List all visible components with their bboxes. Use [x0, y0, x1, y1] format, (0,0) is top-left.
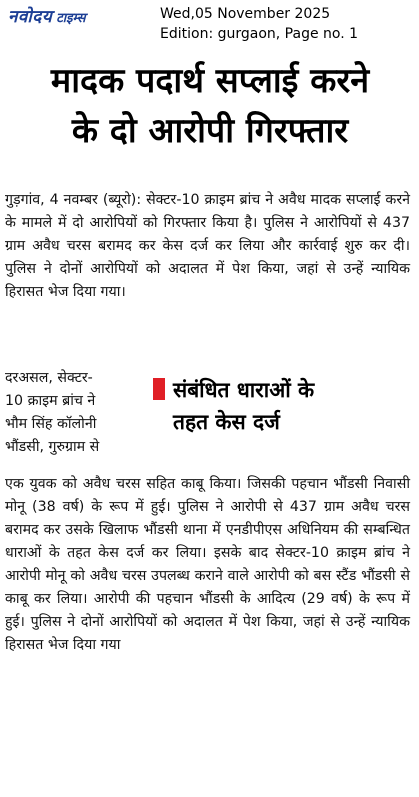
edition-meta	[160, 4, 358, 44]
article-headline	[10, 56, 410, 156]
subheading-line-2: तहत केस दर्ज	[173, 410, 280, 434]
subheading-line-1: संबंधित धाराओं के	[173, 378, 315, 402]
edition-info: Edition: gurgaon, Page no. 1	[160, 26, 359, 42]
logo-main-text: नवोदय	[8, 7, 53, 27]
left-col-line: भौम सिंह कॉलोनी	[5, 416, 97, 432]
left-col-line: भौंडसी, गुरुग्राम से	[5, 439, 100, 455]
masthead	[0, 0, 419, 52]
headline-line-2: के दो आरोपी गिरफ्तार	[71, 111, 349, 151]
red-square-marker	[153, 378, 165, 400]
logo-sub-text: टाइम्स	[56, 11, 86, 26]
subheading	[173, 374, 413, 438]
left-col-line: 10 क्राइम ब्रांच ने	[5, 393, 96, 409]
left-col-line: दरअसल, सेक्टर-	[5, 370, 93, 386]
headline-line-1: मादक पदार्थ सप्लाई करने	[50, 61, 370, 101]
article-paragraph-1: गुड़गांव, 4 नवम्बर (ब्यूरो): सेक्टर-10 क्राइम ब्रांच ने अवैध मादक सप्लाई करने के मामले में दो आरोपियों को गिरफ्तार किया है। पुलिस ने आरोपियों से 437 ग्राम अवैध चरस बरामद कर केस दर्ज कर लिया और कार्रवाई शुरु कर दी। पुलिस ने दोनों आरोपियों को अदालत में पेश किया, जहां से उन्हें न्यायिक हिरासत भेज दिया गया।	[5, 192, 410, 300]
article-paragraph-2: एक युवक को अवैध चरस सहित काबू किया। जिसकी पहचान भौंडसी निवासी मोनू (38 वर्ष) के रूप में हुई। पुलिस ने आरोपी से 437 ग्राम अवैध चरस बरामद कर उसके खिलाफ भौंडसी थाना में एनडीपीएस अधिनियम की सम्बन्धित धाराओं के तहत केस दर्ज कर लिया। इसके बाद सेक्टर-10 क्राइम ब्रांच ने आरोपी मोनू को अवैध चरस उपलब्ध कराने वाले आरोपी को बस स्टैंड भौंडसी से काबू कर लिया। आरोपी की पहचान भौंडसी के आदित्य (29 वर्ष) के रूप में हुई। पुलिस ने दोनों आरोपियों को अदालत में पेश किया, जहां से उन्हें न्यायिक हिरासत भेज दिया गया	[5, 476, 410, 653]
article-left-column	[5, 367, 143, 459]
publication-date: Wed,05 November 2025	[160, 6, 331, 22]
newspaper-logo	[8, 4, 86, 27]
